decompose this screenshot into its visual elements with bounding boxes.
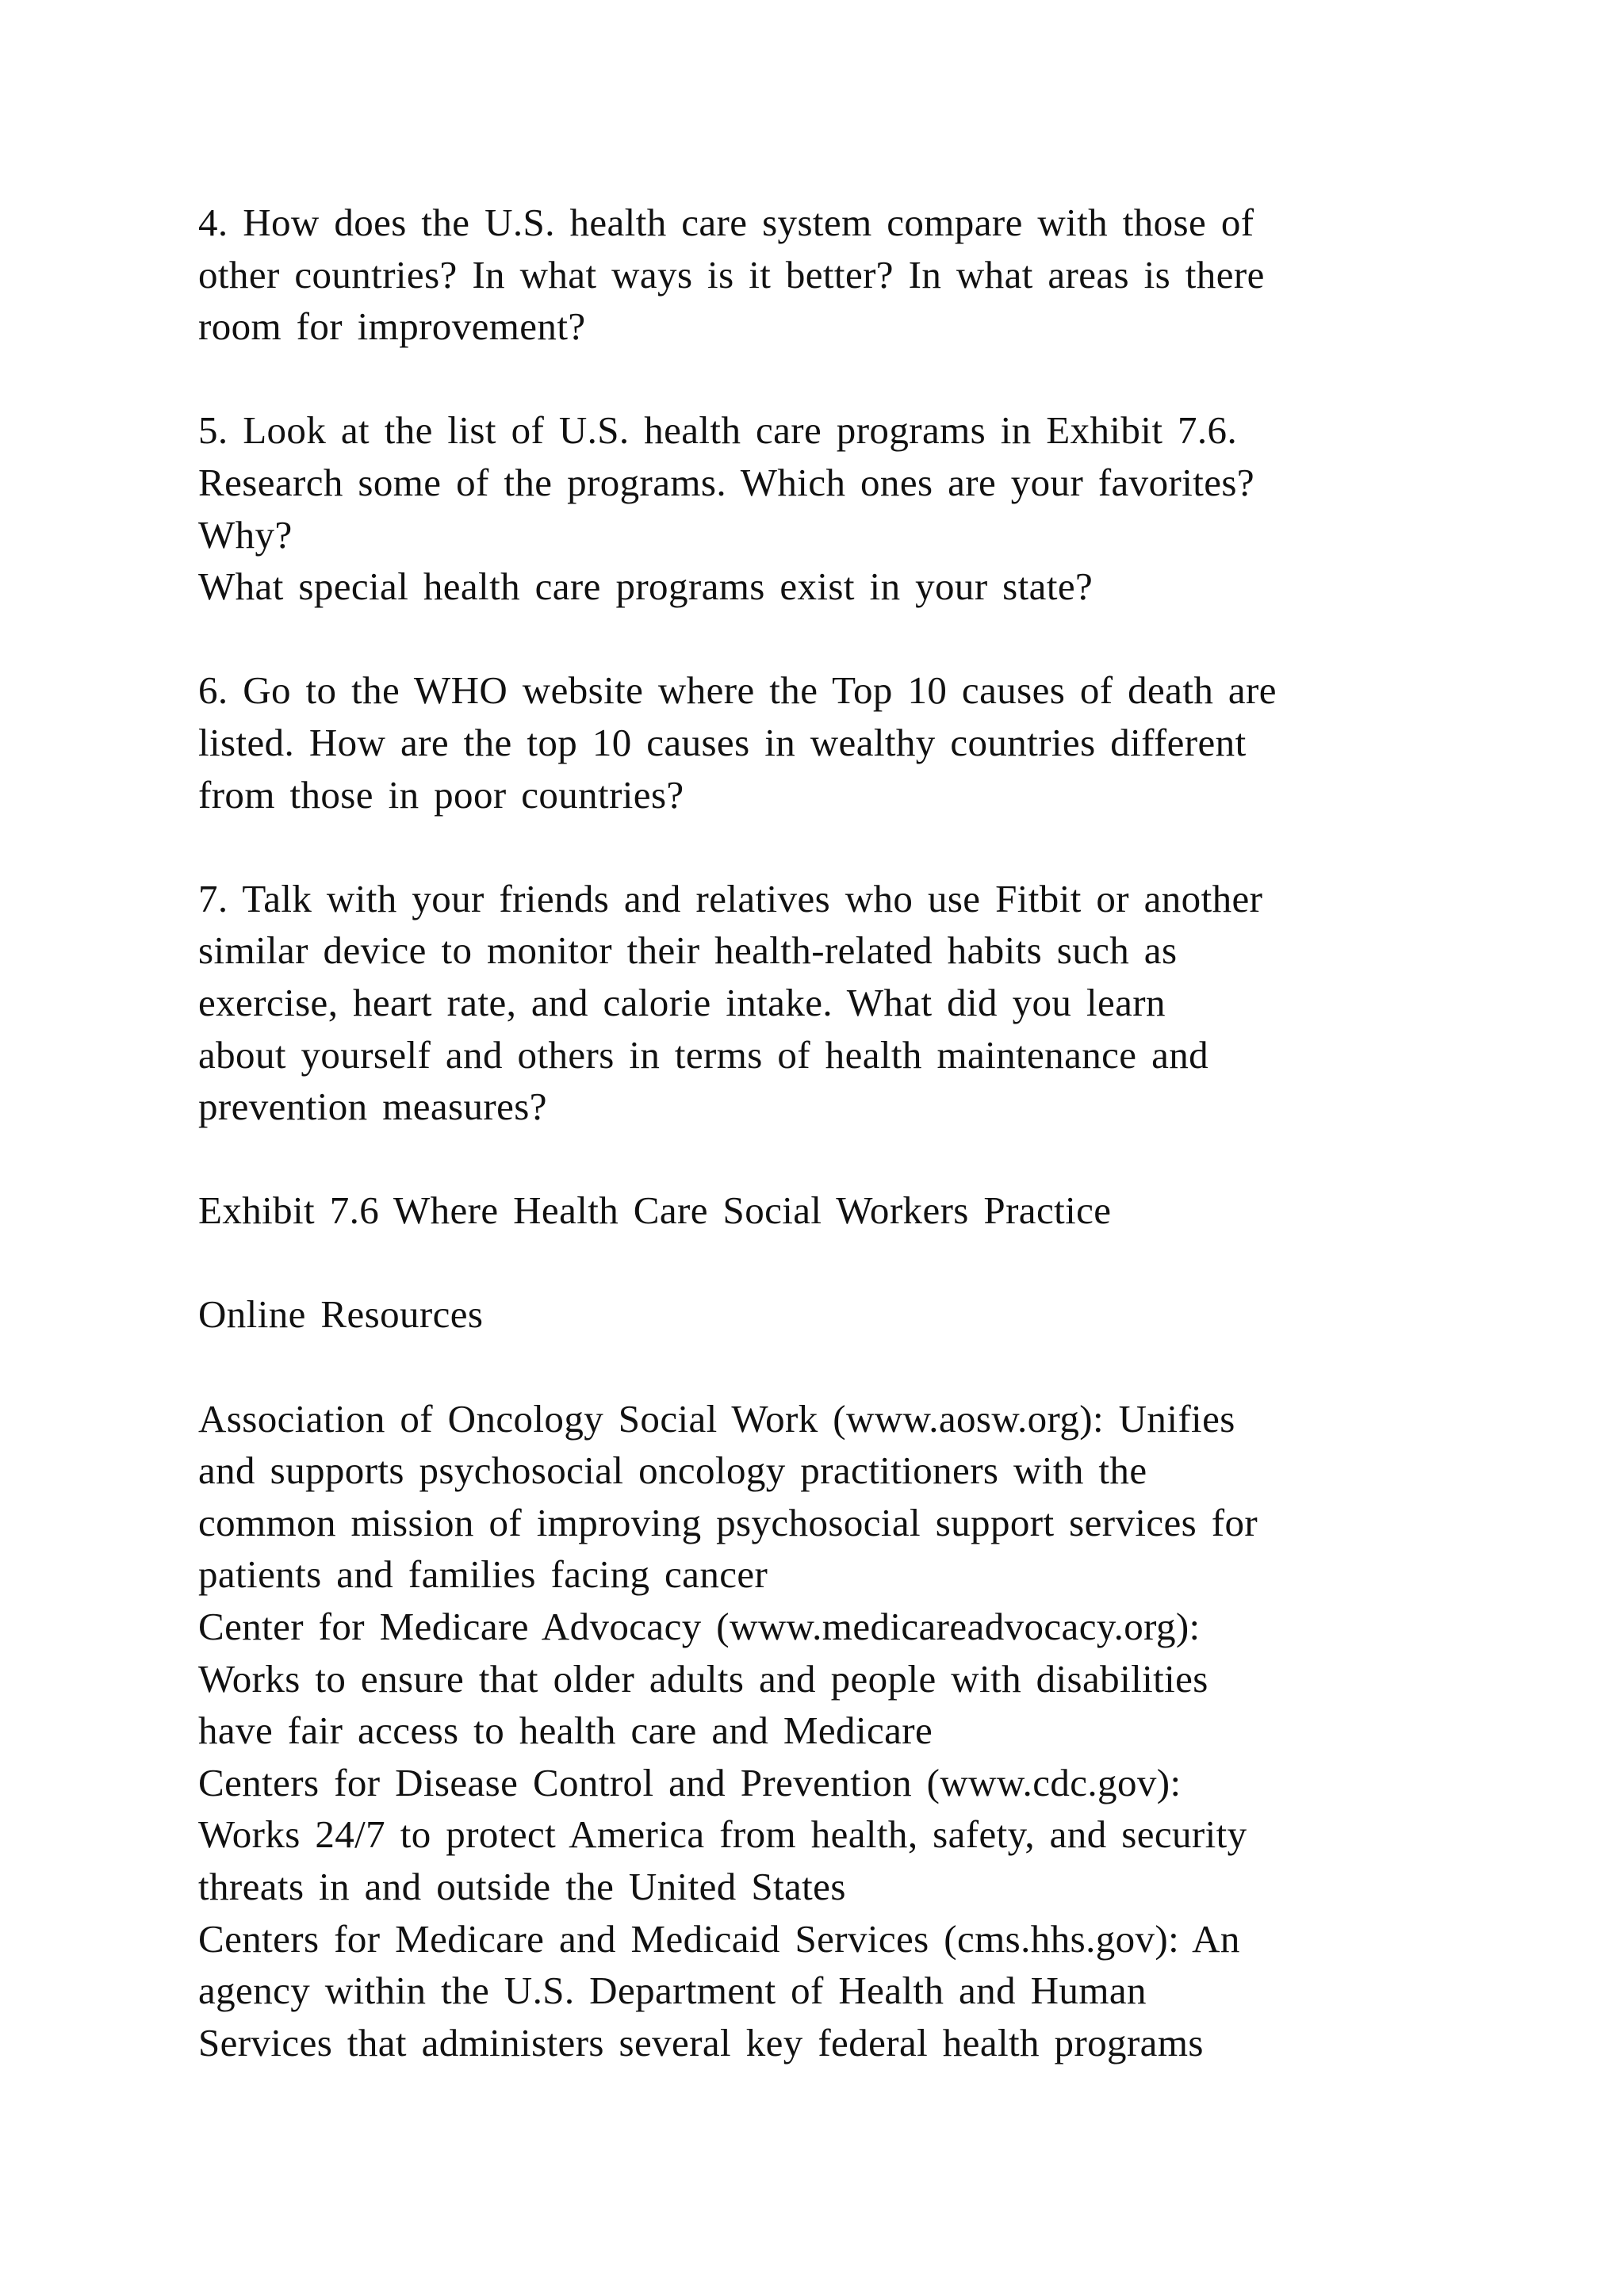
exhibit-title-text: Exhibit 7.6 Where Health Care Social Workers Practice: [198, 1188, 1112, 1233]
text-line: Why?: [198, 512, 293, 557]
resource-line: Association of Oncology Social Work (www.aosw.org): Unifies: [198, 1396, 1235, 1441]
text-line: Research some of the programs. Which ones are your favorites?: [198, 460, 1254, 504]
document-body: [198, 197, 1435, 2068]
resources-list: [198, 1393, 1435, 2069]
resource-line: have fair access to health care and Medicare: [198, 1709, 933, 1753]
text-line: room for improvement?: [198, 304, 586, 349]
question-4: [198, 197, 1435, 353]
resource-line: Centers for Disease Control and Prevention (www.cdc.gov):: [198, 1760, 1182, 1804]
text-line: What special health care programs exist in your state?: [198, 564, 1094, 609]
text-line: 4. How does the U.S. health care system compare with those of: [198, 201, 1254, 244]
resource-line: patients and families facing cancer: [198, 1552, 768, 1597]
text-line: similar device to monitor their health-related habits such as: [198, 928, 1178, 973]
question-6: [198, 664, 1435, 821]
resource-line: and supports psychosocial oncology practitioners with the: [198, 1448, 1147, 1493]
text-line: 5. Look at the list of U.S. health care programs in Exhibit 7.6.: [198, 408, 1238, 453]
question-5: [198, 404, 1435, 612]
text-line: about yourself and others in terms of health maintenance and: [198, 1032, 1209, 1077]
text-line: prevention measures?: [198, 1085, 547, 1129]
resource-line: threats in and outside the United States: [198, 1865, 846, 1908]
resources-heading-text: Online Resources: [198, 1292, 484, 1337]
exhibit-title: [198, 1184, 1435, 1237]
text-line: 6. Go to the WHO website where the Top 10 causes of death are: [198, 668, 1277, 713]
text-line: exercise, heart rate, and calorie intake. What did you learn: [198, 980, 1166, 1024]
resource-line: Works to ensure that older adults and people with disabilities: [198, 1656, 1208, 1701]
resource-line: agency within the U.S. Department of Health and Human: [198, 1969, 1147, 2013]
text-line: other countries? In what ways is it better? In what areas is there: [198, 252, 1265, 297]
text-line: from those in poor countries?: [198, 772, 684, 817]
resource-line: Works 24/7 to protect America from health, safety, and security: [198, 1812, 1247, 1857]
text-line: 7. Talk with your friends and relatives who use Fitbit or another: [198, 876, 1263, 920]
resources-heading: [198, 1288, 1435, 1341]
resource-line: Centers for Medicare and Medicaid Services (cms.hhs.gov): An: [198, 1916, 1240, 1961]
resource-line: Center for Medicare Advocacy (www.medicareadvocacy.org):: [198, 1605, 1201, 1649]
question-7: [198, 873, 1435, 1133]
resource-line: Services that administers several key federal health programs: [198, 2020, 1204, 2064]
resource-line: common mission of improving psychosocial support services for: [198, 1500, 1258, 1544]
text-line: listed. How are the top 10 causes in wealthy countries different: [198, 720, 1247, 764]
